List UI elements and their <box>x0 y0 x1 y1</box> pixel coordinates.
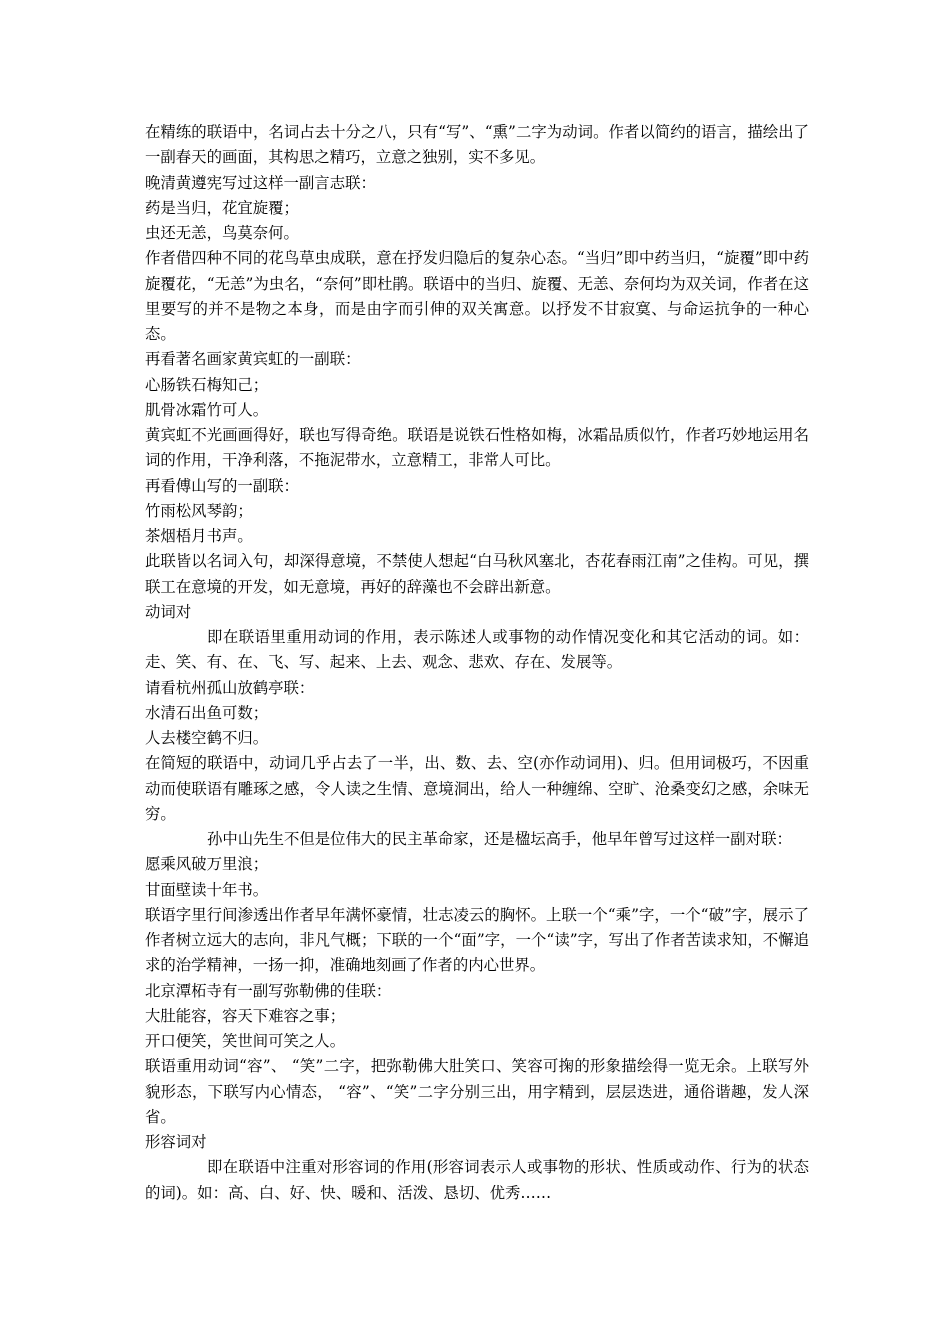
couplet-line: 大肚能容，容天下难容之事； <box>145 1006 346 1025</box>
couplet-line: 开口便笑，笑世间可笑之人。 <box>145 1032 346 1050</box>
body-paragraph: 联语字里行间渗透出作者早年满怀豪情，壮志凌云的胸怀。上联一个“乘”字，一个“破”字，展示了作者树立远大的志向，非凡气概；下联的一个“面”字，一个“读”字，写出了作者苦读求知，不懈追求的治学精神，一扬一抑，准确地刻画了作者的内心世界。 <box>145 905 809 975</box>
section-definition: 即在联语里重用动词的作用，表示陈述人或事物的动作情况变化和其它活动的词。如：走、笑、有、在、飞、写、起来、上去、观念、悲欢、存在、发展等。 <box>145 628 809 672</box>
section-definition: 即在联语中注重对形容词的作用(形容词表示人或事物的形状、性质或动作、行为的状态的词)。如：高、白、好、快、暖和、活泼、恳切、优秀…… <box>145 1158 809 1202</box>
body-paragraph: 黄宾虹不光画画得好，联也写得奇绝。联语是说铁石性格如梅，冰霜品质似竹，作者巧妙地运用名词的作用，干净利落，不拖泥带水，立意精工，非常人可比。 <box>145 426 809 470</box>
couplet-line: 茶烟梧月书声。 <box>145 527 253 545</box>
couplet-line: 人去楼空鹤不归。 <box>145 729 269 747</box>
couplet-intro: 再看傅山写的一副联： <box>145 476 299 495</box>
couplet-line: 心肠铁石梅知己； <box>145 375 269 394</box>
couplet-line: 水清石出鱼可数； <box>145 703 269 722</box>
body-paragraph: 在精练的联语中，名词占去十分之八，只有“写”、“熏”二字为动词。作者以简约的语言，描绘出了一副春天的画面，其构思之精巧，立意之独别，实不多见。 <box>145 123 809 167</box>
body-paragraph: 此联皆以名词入句，却深得意境，不禁使人想起“白马秋风塞北，杏花春雨江南”之佳构。可见，撰联工在意境的开发，如无意境，再好的辞藻也不会辟出新意。 <box>145 552 809 596</box>
couplet-line: 肌骨冰霜竹可人。 <box>145 400 269 419</box>
body-paragraph: 孙中山先生不但是位伟大的民主革命家，还是楹坛高手，他早年曾写过这样一副对联： <box>207 830 792 848</box>
couplet-line: 竹雨松风琴韵； <box>145 501 253 520</box>
couplet-intro: 北京潭柘寺有一副写弥勒佛的佳联： <box>145 981 392 1000</box>
couplet-line: 甘面壁读十年书。 <box>145 880 269 899</box>
couplet-line: 愿乘风破万里浪； <box>145 855 269 874</box>
section-heading: 形容词对 <box>145 1133 207 1151</box>
couplet-intro: 再看著名画家黄宾虹的一副联： <box>145 350 361 369</box>
section-heading: 动词对 <box>145 602 192 621</box>
couplet-intro: 晚清黄遵宪写过这样一副言志联： <box>145 173 376 192</box>
document-page <box>145 120 809 1206</box>
body-paragraph: 联语重用动词“容”、 “笑”二字，把弥勒佛大肚笑口、笑容可掬的形象描绘得一览无余。上联写外貌形态，下联写内心情态， “容”、“笑”二字分别三出，用字精到，层层迭进，通俗谐趣，发人深省。 <box>145 1057 809 1126</box>
body-paragraph: 在简短的联语中，动词几乎占去了一半，出、数、去、空(亦作动词用)、归。但用词极巧，不因重动而使联语有雕琢之感，令人读之生情、意境洞出，给人一种缠绵、空旷、沧桑变幻之感，余味无穷。 <box>145 754 809 823</box>
couplet-line: 药是当归，花宜旋覆； <box>145 198 299 217</box>
body-paragraph: 作者借四种不同的花鸟草虫成联，意在抒发归隐后的复杂心态。“当归”即中药当归，“旋覆”即中药旋覆花，“无恙”为虫名，“奈何”即杜鹃。联语中的当归、旋覆、无恙、奈何均为双关词，作者在这里要写的并不是物之本身，而是由字而引伸的双关寓意。以抒发不甘寂寞、与命运抗争的一种心态。 <box>145 249 809 343</box>
couplet-line: 虫还无恙，鸟莫奈何。 <box>145 224 299 242</box>
couplet-intro: 请看杭州孤山放鹤亭联： <box>145 678 315 697</box>
